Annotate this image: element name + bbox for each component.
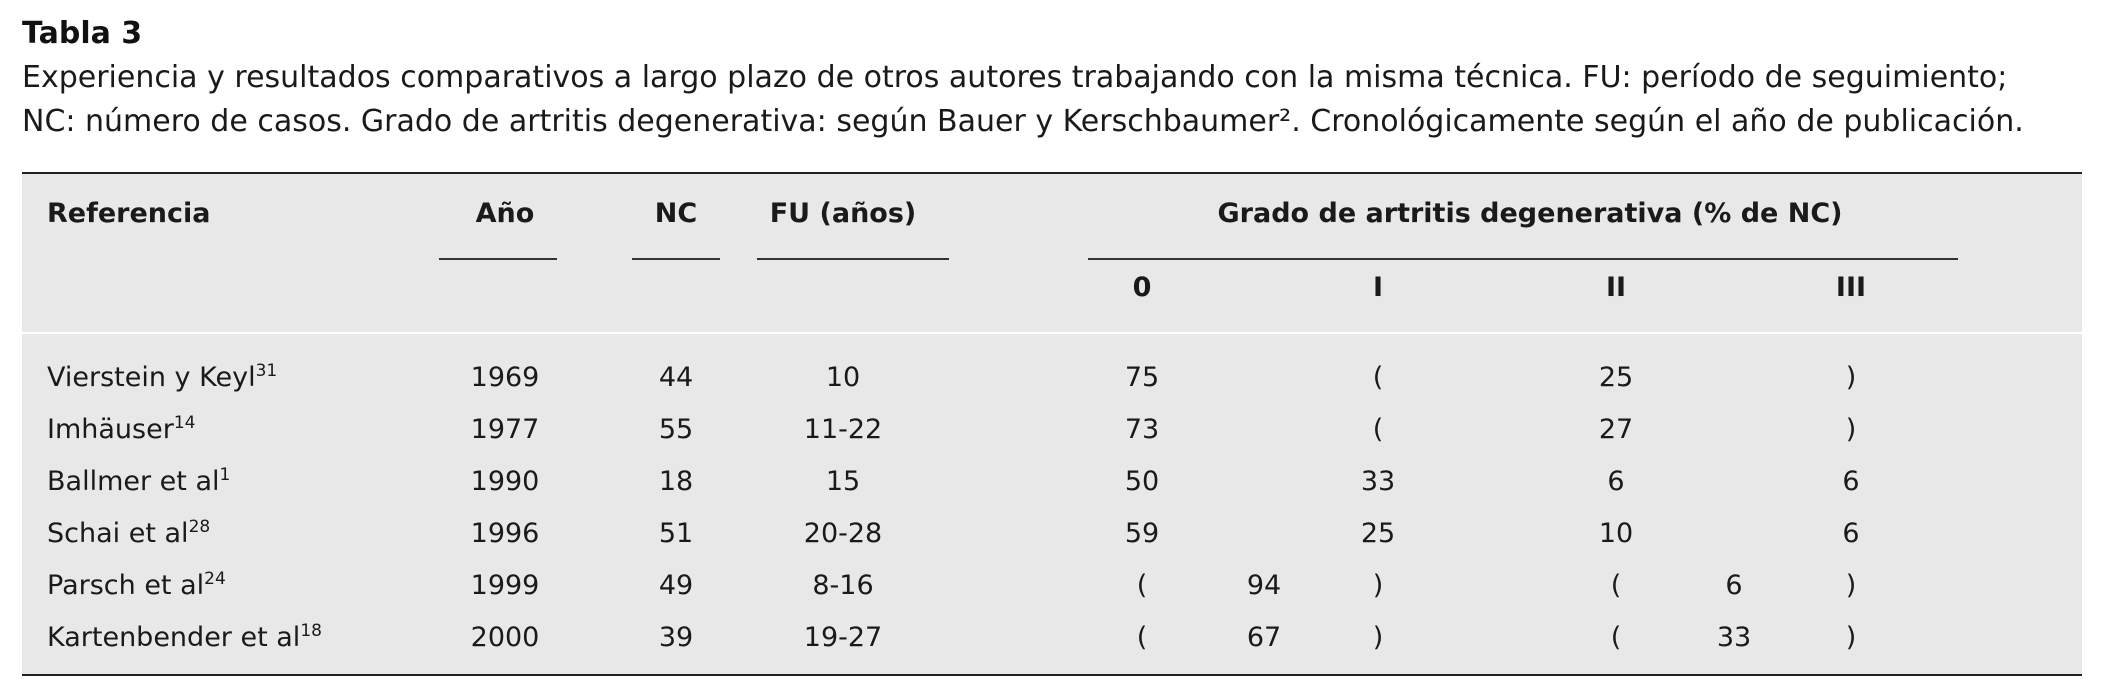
cell-grado-g2: 6 bbox=[1607, 466, 1625, 497]
cell-anio: 1969 bbox=[470, 362, 540, 393]
cell-fu: 20-28 bbox=[803, 518, 883, 549]
cell-grado-g2: 10 bbox=[1598, 518, 1634, 549]
cell-fu: 10 bbox=[825, 362, 861, 393]
cell-nc: 55 bbox=[658, 414, 694, 445]
reference-name: Parsch et al bbox=[47, 570, 205, 601]
cell-grado-g3: ) bbox=[1845, 414, 1857, 445]
cell-referencia bbox=[47, 360, 277, 396]
cell-referencia bbox=[47, 620, 322, 656]
cell-referencia bbox=[47, 464, 230, 500]
header-grado-ii: II bbox=[1605, 272, 1627, 303]
reference-citation: 14 bbox=[173, 413, 196, 433]
cell-grado-g2: 27 bbox=[1598, 414, 1634, 445]
cell-nc: 49 bbox=[658, 570, 694, 601]
cell-grado-g0: ( bbox=[1136, 570, 1148, 601]
reference-name: Kartenbender et al bbox=[47, 622, 301, 653]
cell-grado-g0: 75 bbox=[1124, 362, 1160, 393]
cell-nc: 18 bbox=[658, 466, 694, 497]
cell-grado-m01: 94 bbox=[1246, 570, 1282, 601]
header-grado: Grado de artritis degenerativa (% de NC) bbox=[1217, 198, 1843, 229]
cell-grado-g1: ( bbox=[1372, 362, 1384, 393]
caption-text bbox=[22, 56, 2082, 144]
cell-grado-g3: ) bbox=[1845, 362, 1857, 393]
cell-grado-g3: ) bbox=[1845, 570, 1857, 601]
cell-anio: 1990 bbox=[470, 466, 540, 497]
cell-grado-g0: ( bbox=[1136, 622, 1148, 653]
cell-nc: 51 bbox=[658, 518, 694, 549]
cell-anio: 1999 bbox=[470, 570, 540, 601]
cell-nc: 44 bbox=[658, 362, 694, 393]
header-grado-iii: III bbox=[1835, 272, 1867, 303]
cell-grado-g1: 25 bbox=[1360, 518, 1396, 549]
cell-fu: 19-27 bbox=[803, 622, 883, 653]
cell-fu: 15 bbox=[825, 466, 861, 497]
cell-grado-g0: 59 bbox=[1124, 518, 1160, 549]
header-fu: FU (años) bbox=[769, 198, 917, 229]
header-grado-i: I bbox=[1372, 272, 1384, 303]
header-anio: Año bbox=[475, 198, 535, 229]
cell-grado-g0: 50 bbox=[1124, 466, 1160, 497]
cell-referencia bbox=[47, 568, 226, 604]
table-label: Tabla 3 bbox=[22, 16, 143, 51]
header-nc: NC bbox=[654, 198, 698, 229]
cell-fu: 8-16 bbox=[812, 570, 874, 601]
cell-fu: 11-22 bbox=[803, 414, 883, 445]
header-referencia: Referencia bbox=[47, 198, 211, 229]
underline-anio bbox=[439, 258, 557, 260]
reference-citation: 31 bbox=[255, 361, 278, 381]
cell-referencia bbox=[47, 516, 210, 552]
comparison-table bbox=[22, 172, 2082, 676]
cell-anio: 2000 bbox=[470, 622, 540, 653]
cell-grado-g3: 6 bbox=[1842, 466, 1860, 497]
reference-name: Schai et al bbox=[47, 518, 189, 549]
reference-citation: 24 bbox=[204, 569, 226, 589]
cell-grado-g1: ) bbox=[1372, 570, 1384, 601]
cell-grado-g1: ) bbox=[1372, 622, 1384, 653]
reference-citation: 1 bbox=[219, 465, 231, 485]
cell-grado-g2: ( bbox=[1610, 570, 1622, 601]
reference-citation: 28 bbox=[188, 517, 211, 537]
table-caption bbox=[22, 14, 2082, 144]
cell-grado-g3: ) bbox=[1845, 622, 1857, 653]
underline-grado bbox=[1088, 258, 1958, 260]
reference-name: Ballmer et al bbox=[47, 466, 220, 497]
cell-anio: 1996 bbox=[470, 518, 540, 549]
caption-line-2: NC: número de casos. Grado de artritis degenerativa: según Bauer y Kerschbaumer². Cronológicamente según el año de publicación. bbox=[22, 104, 2024, 139]
cell-grado-g1: 33 bbox=[1360, 466, 1396, 497]
reference-name: Imhäuser bbox=[47, 414, 174, 445]
cell-grado-g0: 73 bbox=[1124, 414, 1160, 445]
reference-name: Vierstein y Keyl bbox=[47, 362, 256, 393]
cell-grado-m23: 33 bbox=[1716, 622, 1752, 653]
underline-nc bbox=[632, 258, 720, 260]
cell-grado-g2: 25 bbox=[1598, 362, 1634, 393]
caption-line-1: Experiencia y resultados comparativos a largo plazo de otros autores trabajando con la misma técnica. FU: período de seguimiento; bbox=[22, 60, 2008, 95]
underline-fu bbox=[757, 258, 949, 260]
cell-grado-m01: 67 bbox=[1246, 622, 1282, 653]
cell-nc: 39 bbox=[658, 622, 694, 653]
header-separator bbox=[22, 332, 2082, 334]
cell-grado-g1: ( bbox=[1372, 414, 1384, 445]
reference-citation: 18 bbox=[300, 621, 322, 641]
cell-anio: 1977 bbox=[470, 414, 540, 445]
cell-grado-m23: 6 bbox=[1725, 570, 1743, 601]
header-grado-0: 0 bbox=[1132, 272, 1152, 303]
cell-referencia bbox=[47, 412, 195, 448]
cell-grado-g2: ( bbox=[1610, 622, 1622, 653]
cell-grado-g3: 6 bbox=[1842, 518, 1860, 549]
